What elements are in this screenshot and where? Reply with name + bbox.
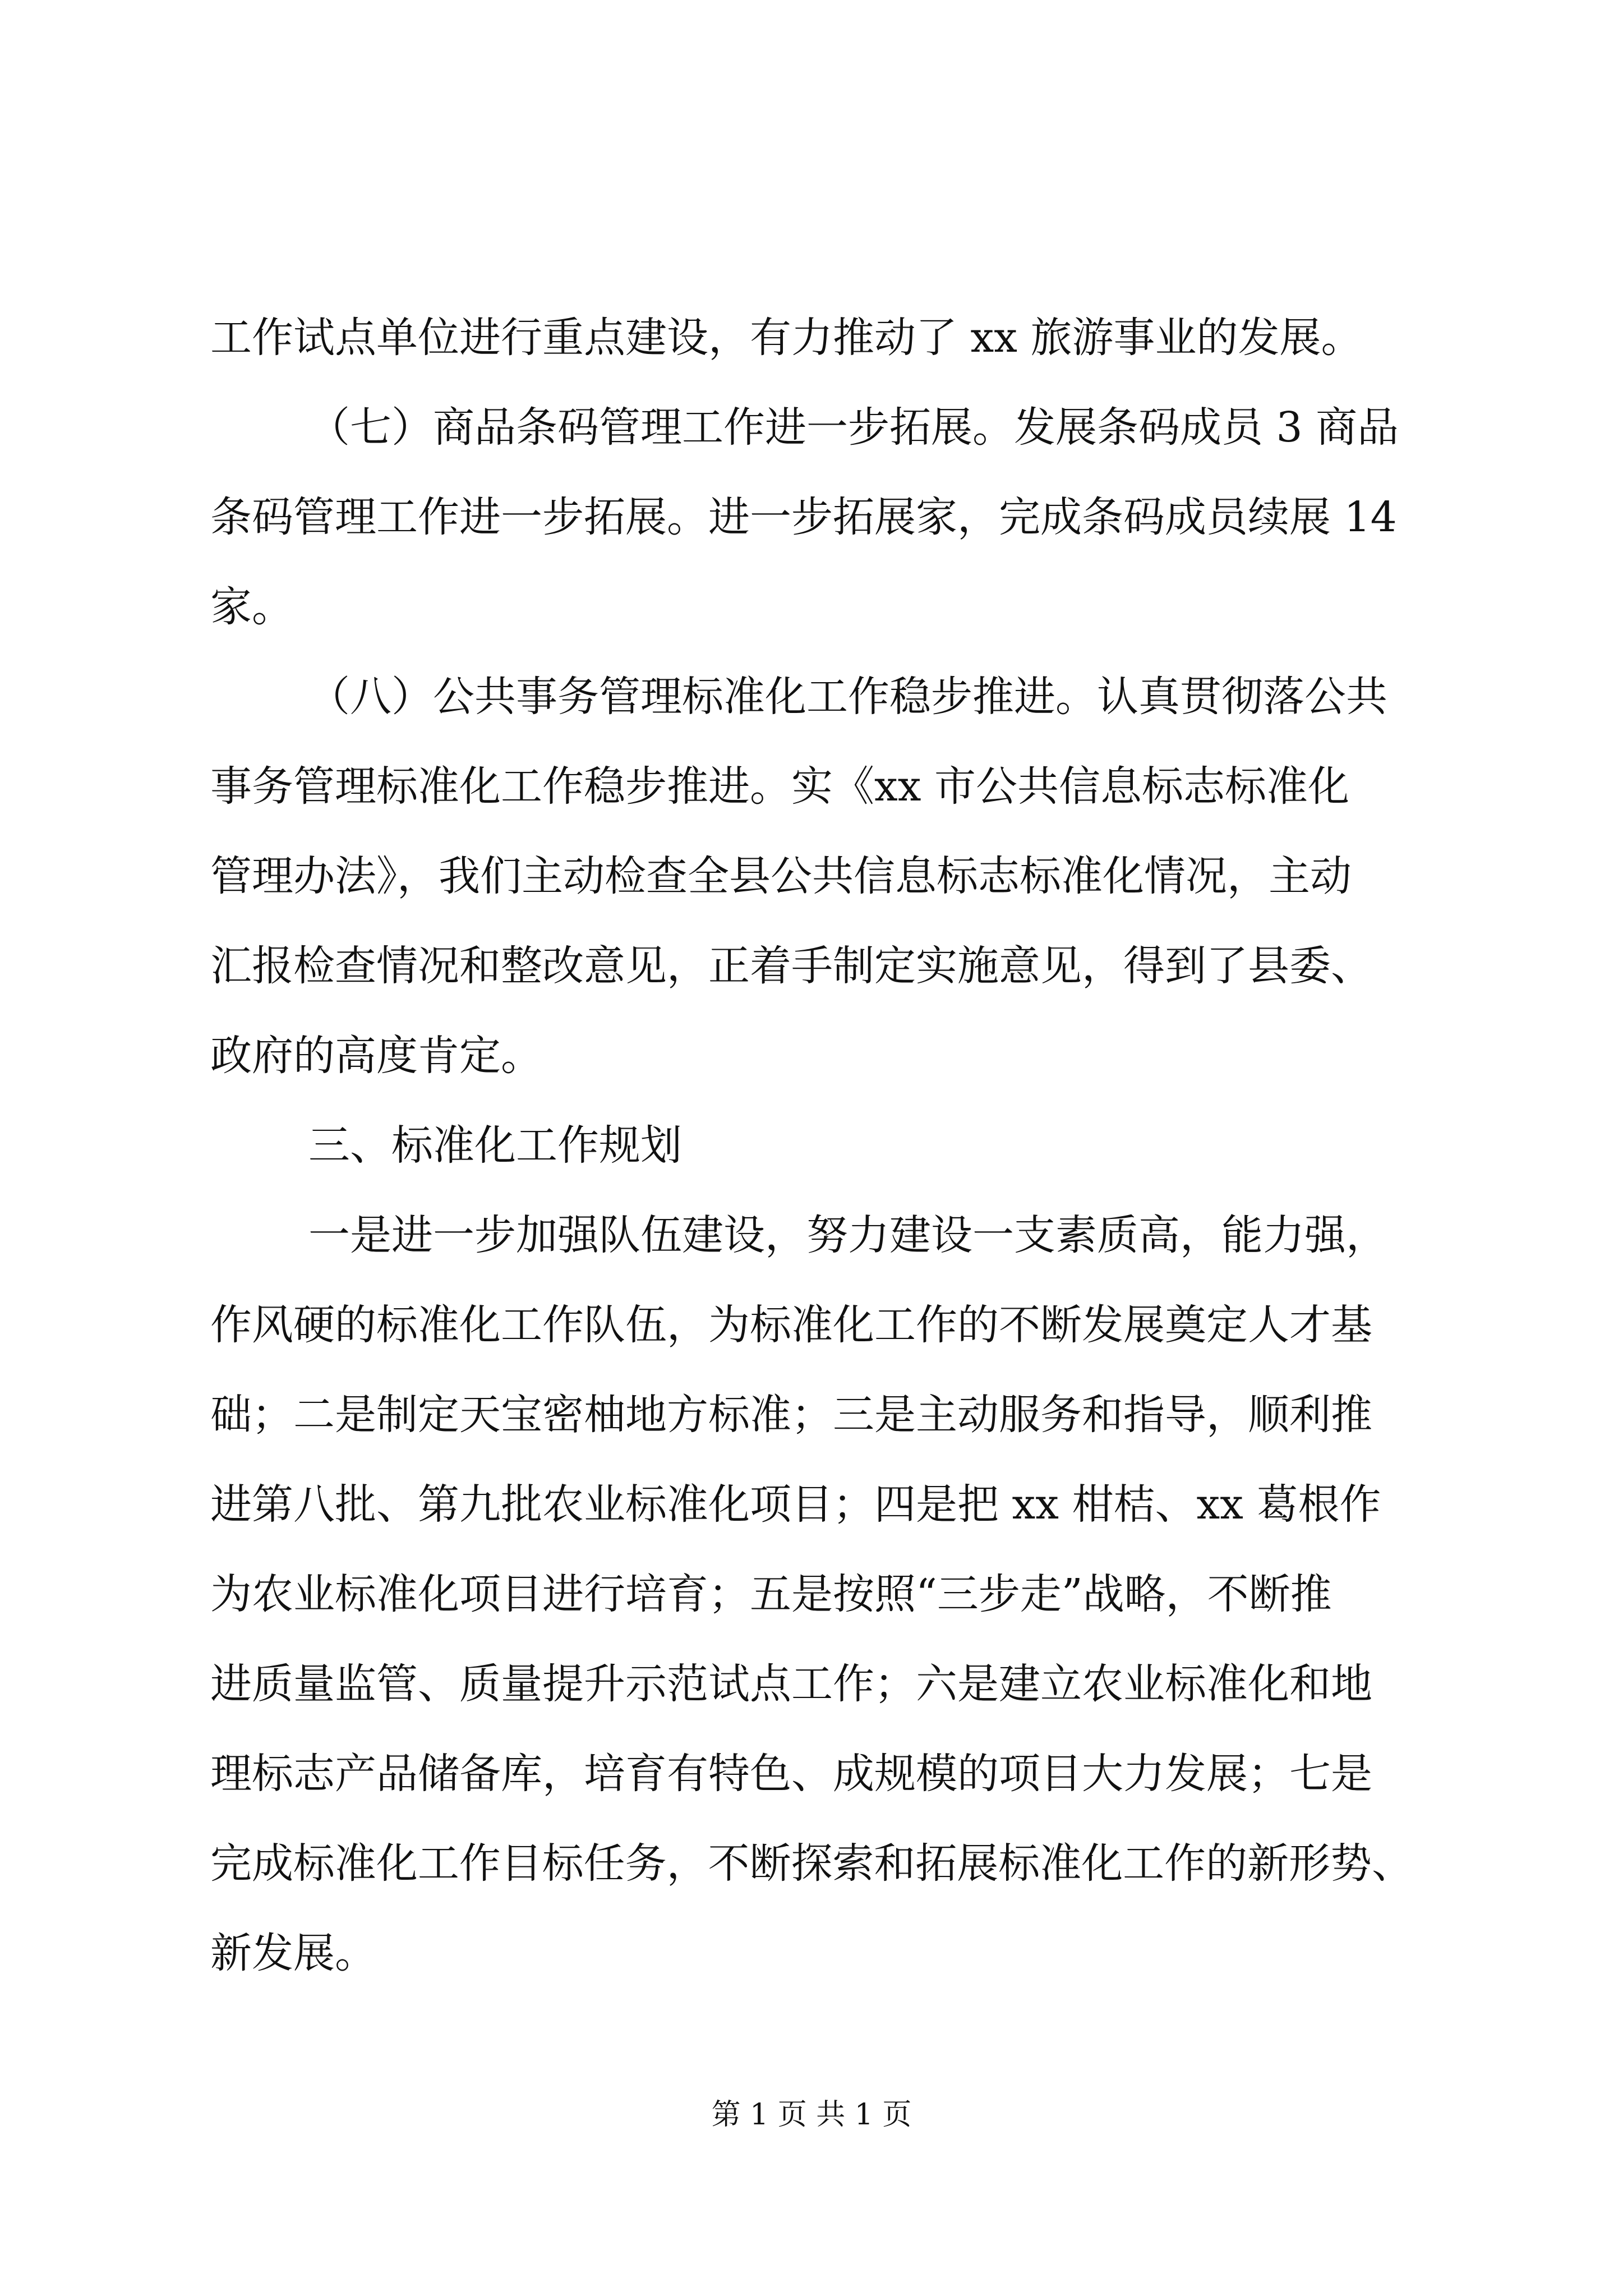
text-line: （八）公共事务管理标准化工作稳步推进。认真贯彻落公共	[308, 673, 1387, 721]
text-line: 管理办法》，我们主动检查全县公共信息标志标准化情况，主动	[210, 852, 1352, 900]
text-line: 新发展。	[210, 1929, 376, 1977]
page-footer: 第 1 页 共 1 页	[711, 2098, 912, 2132]
text-line: 础；二是制定天宝密柚地方标准；三是主动服务和指导，顺利推	[210, 1391, 1372, 1439]
text-line: 政府的高度肯定。	[210, 1032, 542, 1080]
text-line: 一是进一步加强队伍建设，努力建设一支素质高，能力强，	[308, 1211, 1387, 1259]
text-line: 汇报检查情况和整改意见，正着手制定实施意见，得到了县委、	[210, 942, 1372, 990]
text-line: 理标志产品储备库，培育有特色、成规模的项目大力发展；七是	[210, 1750, 1372, 1798]
text-line: 进第八批、第九批农业标准化项目；四是把 xx 柑桔、xx 葛根作	[210, 1480, 1381, 1529]
text-line: 条码管理工作进一步拓展。进一步拓展家，完成条码成员续展 14	[210, 493, 1397, 541]
text-line: 工作试点单位进行重点建设，有力推动了 xx 旅游事业的发展。	[210, 314, 1363, 362]
text-line: 事务管理标准化工作稳步推进。实《xx 市公共信息标志标准化	[210, 762, 1349, 811]
text-line: 进质量监管、质量提升示范试点工作；六是建立农业标准化和地	[210, 1660, 1372, 1708]
section-heading: 三、标准化工作规划	[308, 1121, 682, 1170]
text-line: 家。	[210, 583, 293, 631]
text-line: 作风硬的标准化工作队伍，为标准化工作的不断发展奠定人才基	[210, 1301, 1372, 1349]
text-line: 为农业标准化项目进行培育；五是按照“三步走”战略，不断推	[210, 1570, 1332, 1618]
text-line: （七）商品条码管理工作进一步拓展。发展条码成员 3 商品	[308, 403, 1399, 452]
text-line: 完成标准化工作目标任务，不断探索和拓展标准化工作的新形势、	[210, 1839, 1413, 1888]
